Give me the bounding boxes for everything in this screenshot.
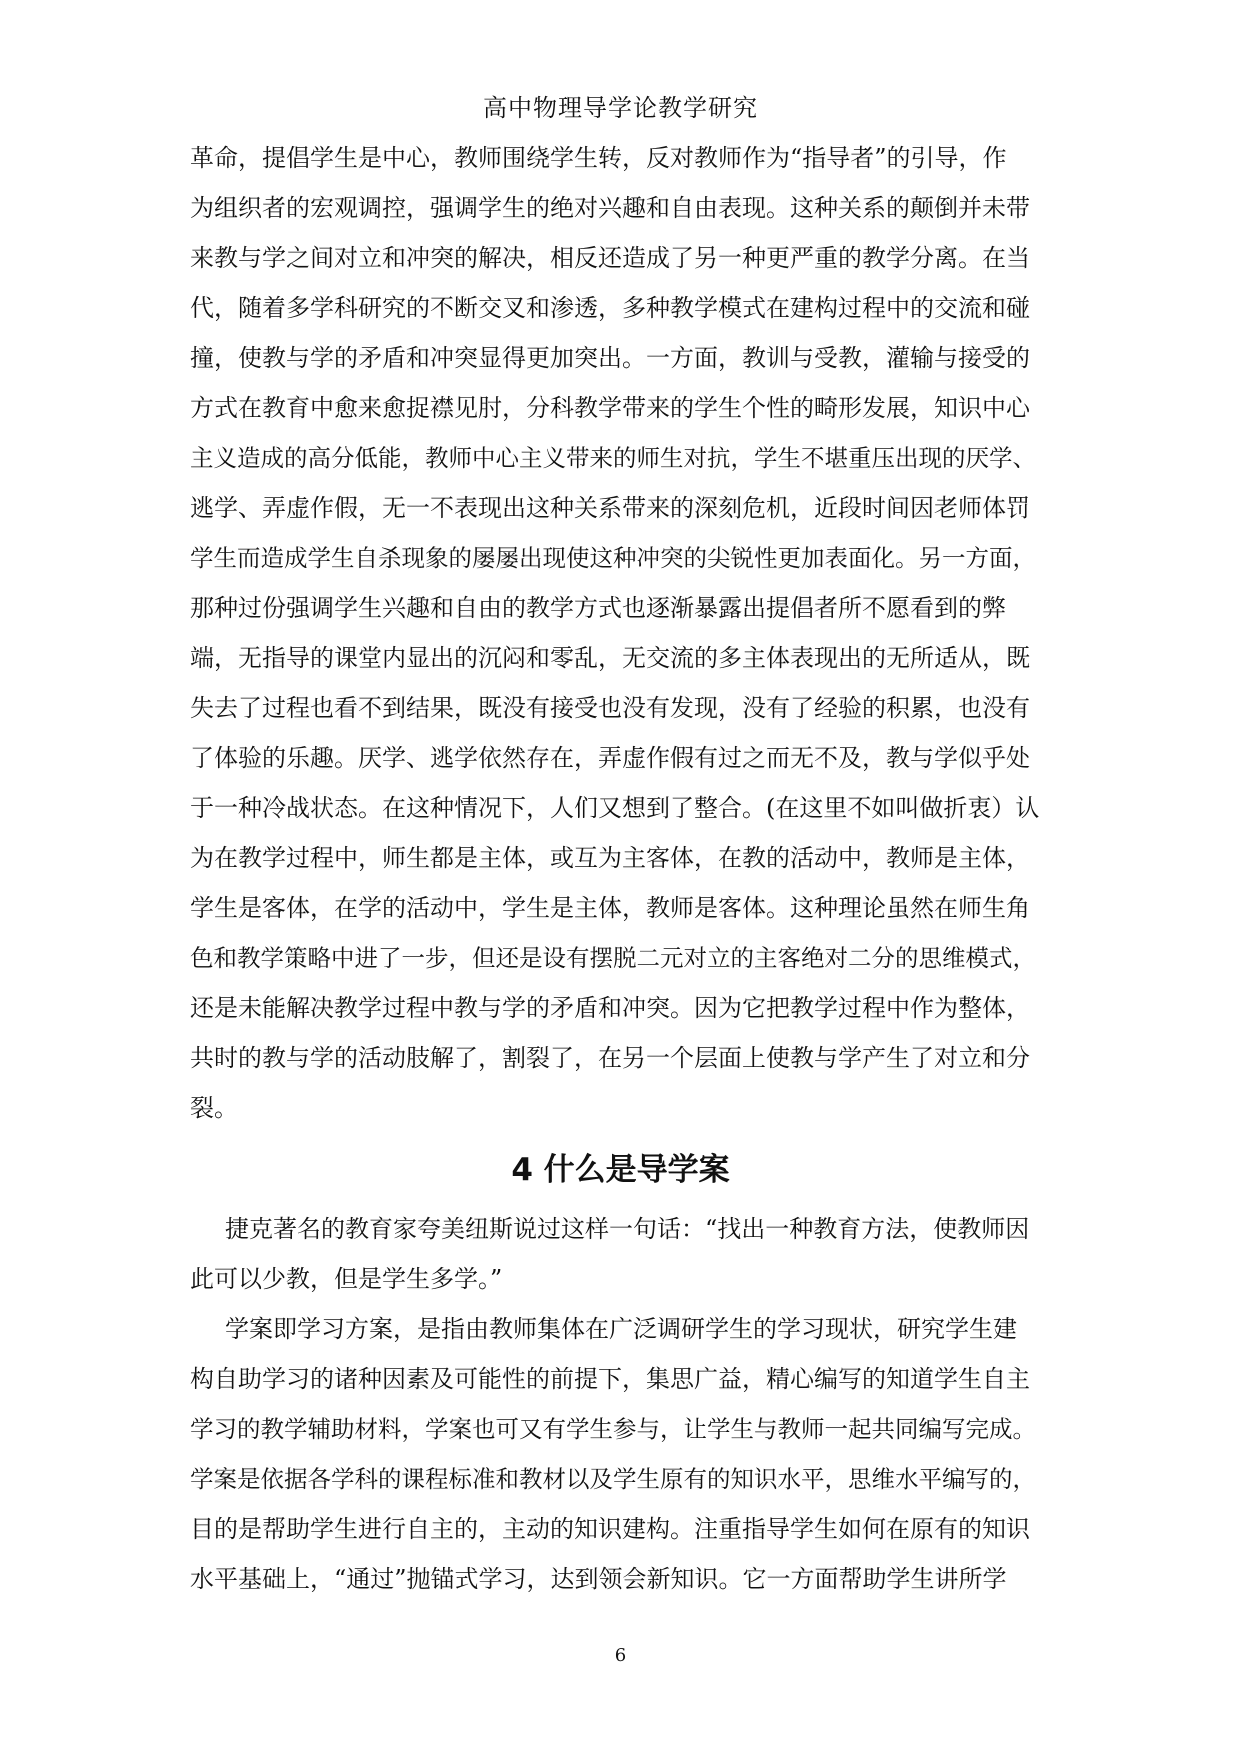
paragraph-line: 学案即学习方案，是指由教师集体在广泛调研学生的学习现状，研究学生建 [225,1315,1017,1343]
paragraph-line: 那种过份强调学生兴趣和自由的教学方式也逐渐暴露出提倡者所不愿看到的弊 [190,594,1006,622]
paragraph-line: 学习的教学辅助材料，学案也可又有学生参与，让学生与教师一起共同编写完成。 [190,1415,1036,1443]
paragraph-line: 主义造成的高分低能，教师中心主义带来的师生对抗，学生不堪重压出现的厌学、 [190,444,1036,472]
paragraph-line: 革命，提倡学生是中心，教师围绕学生转，反对教师作为“指导者”的引导，作 [190,144,1007,172]
paragraph-line: 构自助学习的诸种因素及可能性的前提下，集思广益，精心编写的知道学生自主 [190,1365,1030,1393]
paragraph-line: 捷克著名的教育家夸美纽斯说过这样一句话：“找出一种教育方法，使教师因 [225,1215,1030,1243]
paragraph-line: 学案是依据各学科的课程标准和教材以及学生原有的知识水平，思维水平编写的， [190,1465,1036,1493]
paragraph-line: 水平基础上，“通过”抛锚式学习，达到领会新知识。它一方面帮助学生讲所学 [190,1565,1007,1593]
paragraph-line: 学生是客体，在学的活动中，学生是主体，教师是客体。这种理论虽然在师生角 [190,894,1030,922]
paragraph-line: 此可以少教，但是学生多学。” [190,1265,503,1293]
paragraph-line: 代，随着多学科研究的不断交叉和渗透，多种教学模式在建构过程中的交流和碰 [190,294,1030,322]
paragraph-line: 逃学、弄虚作假，无一不表现出这种关系带来的深刻危机，近段时间因老师体罚 [190,494,1030,522]
paragraph-line: 失去了过程也看不到结果，既没有接受也没有发现，没有了经验的积累，也没有 [190,694,1030,722]
paragraph-line: 共时的教与学的活动肢解了，割裂了，在另一个层面上使教与学产生了对立和分 [190,1044,1030,1072]
section-heading: 4 什么是导学案 [511,1152,730,1188]
paragraph-line: 为在教学过程中，师生都是主体，或互为主客体，在教的活动中，教师是主体， [190,844,1030,872]
paragraph-line: 来教与学之间对立和冲突的解决，相反还造成了另一种更严重的教学分离。在当 [190,244,1030,272]
paragraph-line: 学生而造成学生自杀现象的屡屡出现使这种冲突的尖锐性更加表面化。另一方面， [190,544,1036,572]
paragraph-line: 色和教学策略中进了一步，但还是设有摆脱二元对立的主客绝对二分的思维模式， [190,944,1036,972]
paragraph-line: 了体验的乐趣。厌学、逃学依然存在，弄虚作假有过之而无不及，教与学似乎处 [190,744,1030,772]
paragraph-line: 还是未能解决教学过程中教与学的矛盾和冲突。因为它把教学过程中作为整体， [190,994,1030,1022]
paragraph-line: 裂。 [190,1094,238,1122]
paragraph-line: 端，无指导的课堂内显出的沉闷和零乱，无交流的多主体表现出的无所适从，既 [190,644,1030,672]
paragraph-line: 于一种冷战状态。在这种情况下，人们又想到了整合。(在这里不如叫做折衷）认 [190,794,1040,822]
paragraph-line: 为组织者的宏观调控，强调学生的绝对兴趣和自由表现。这种关系的颠倒并未带 [190,194,1030,222]
paragraph-line: 目的是帮助学生进行自主的，主动的知识建构。注重指导学生如何在原有的知识 [190,1515,1030,1543]
paragraph-line: 撞，使教与学的矛盾和冲突显得更加突出。一方面，教训与受教，灌输与接受的 [190,344,1030,372]
paragraph-line: 方式在教育中愈来愈捉襟见肘，分科教学带来的学生个性的畸形发展，知识中心 [190,394,1030,422]
running-header: 高中物理导学论教学研究 [483,94,758,122]
page-number: 6 [614,1645,627,1666]
